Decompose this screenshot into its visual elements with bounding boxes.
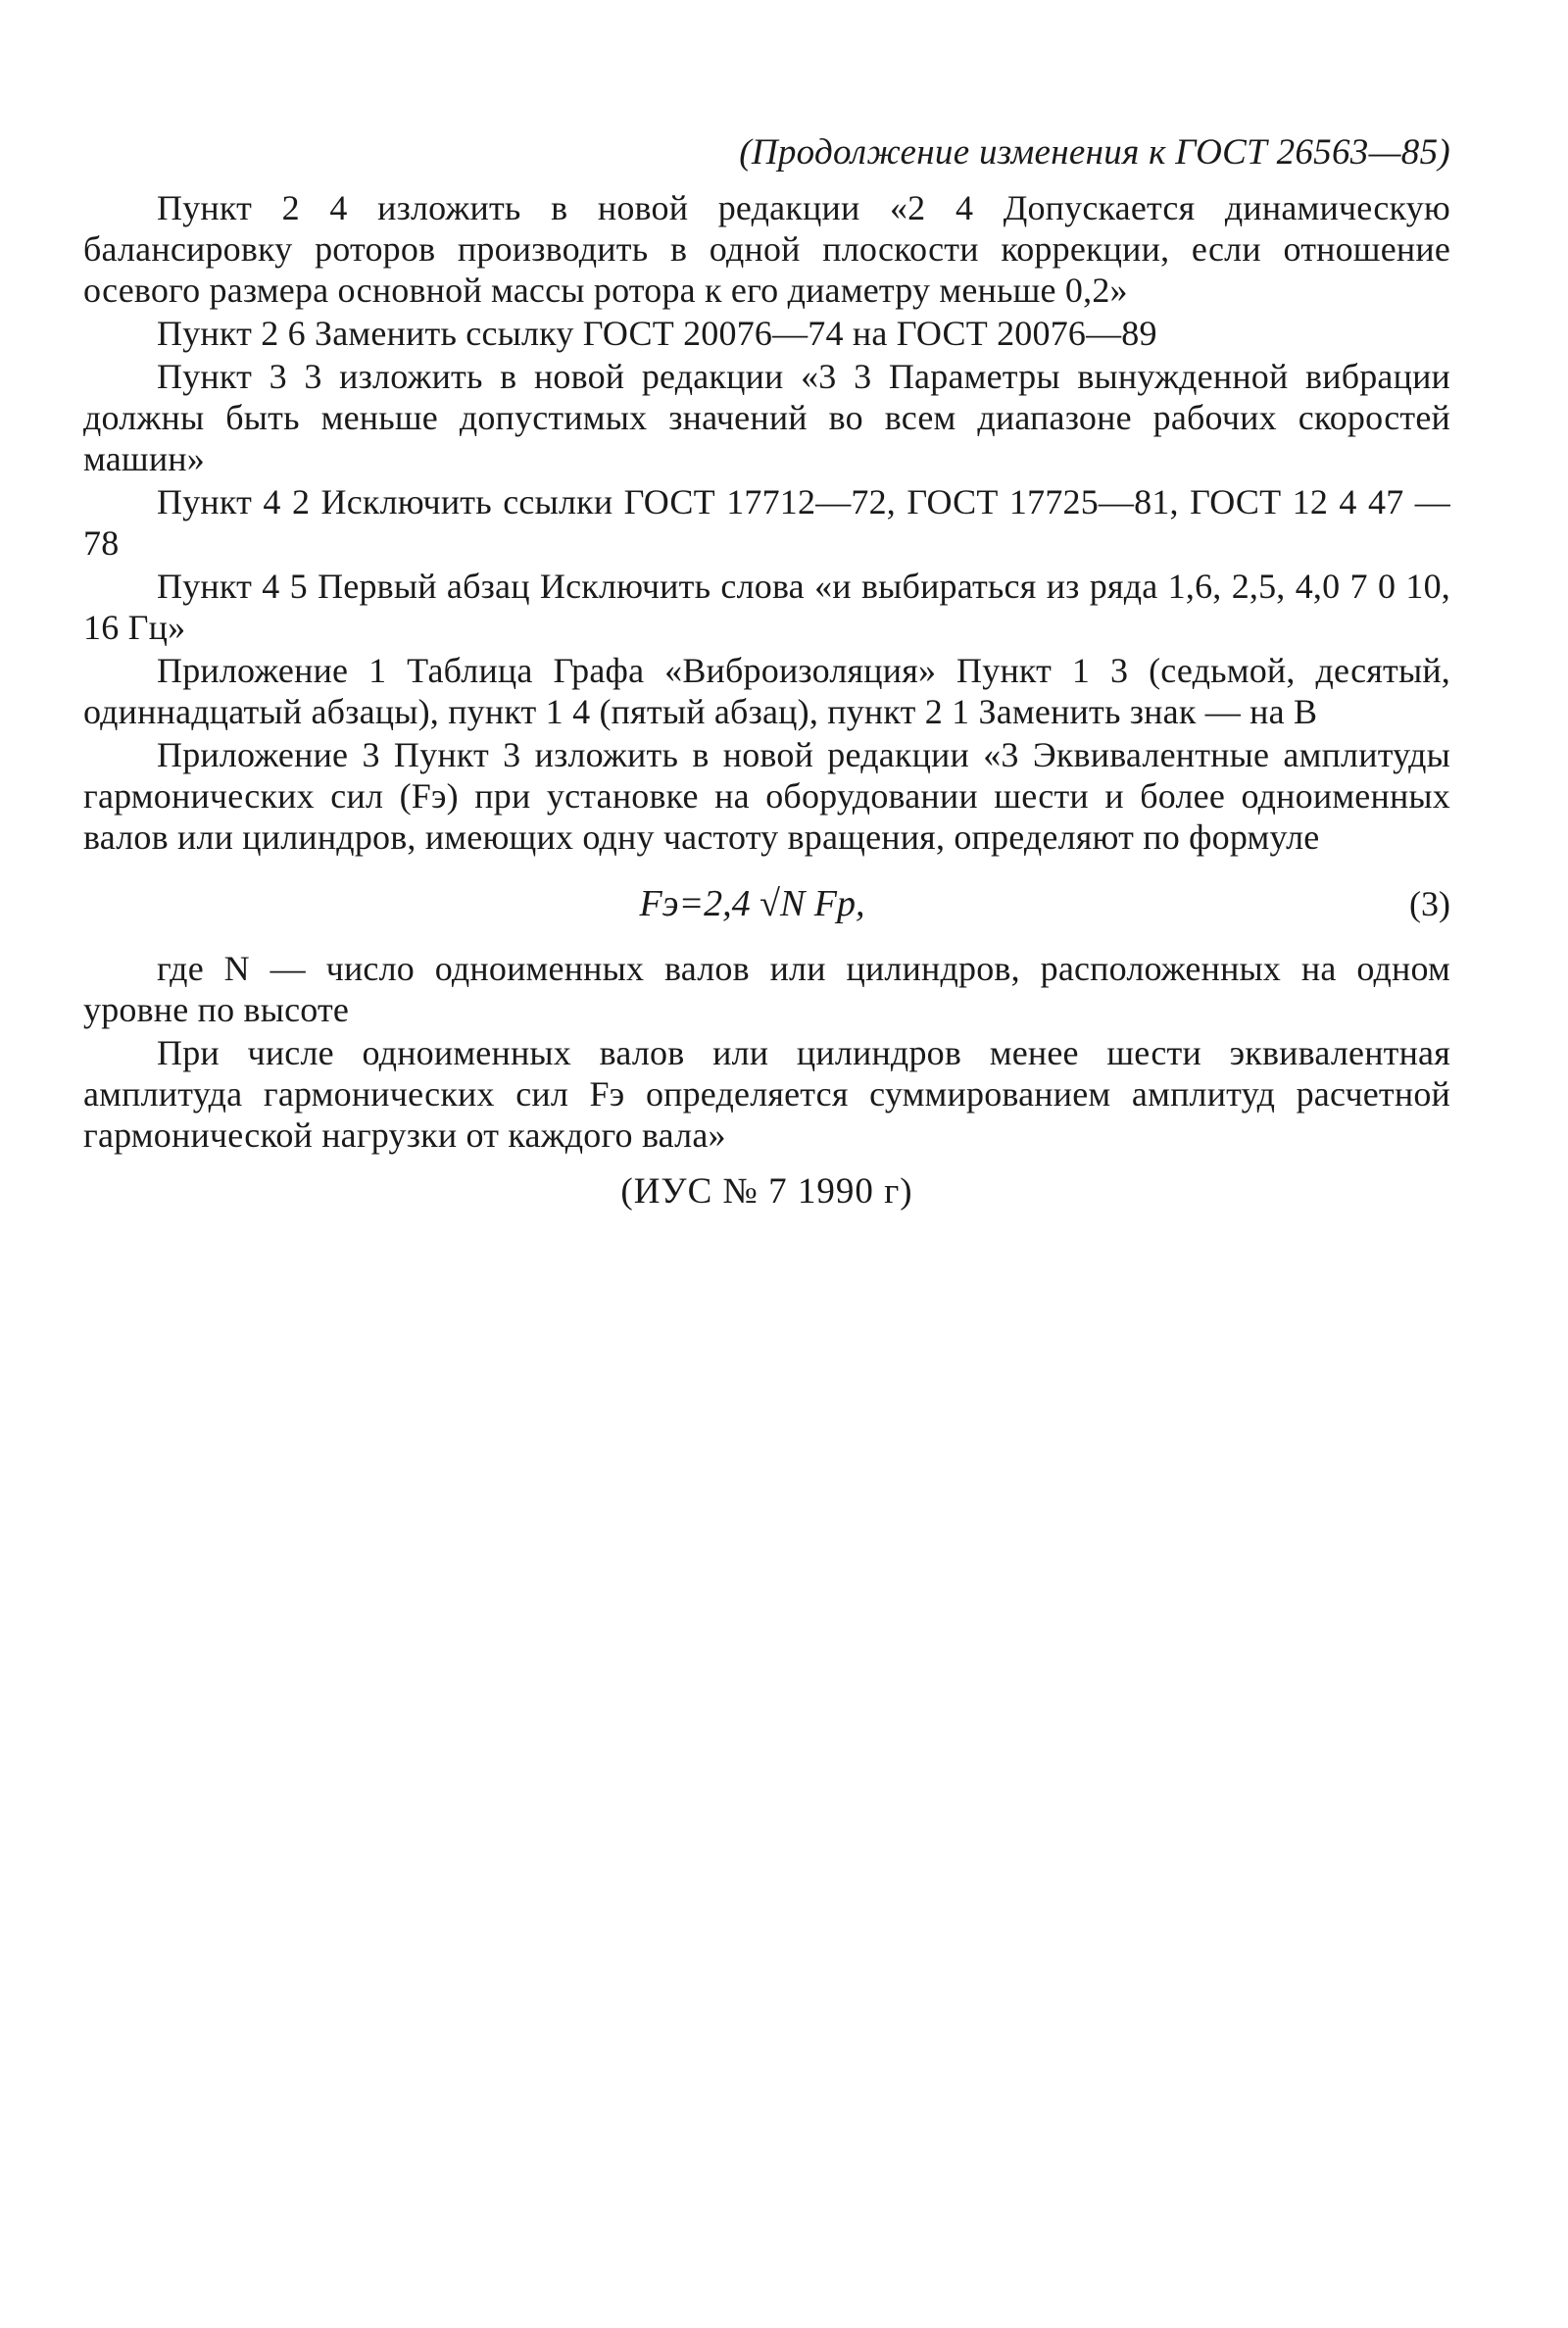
formula-3: [83, 871, 1450, 938]
paragraph-appendix-3: Приложение 3 Пункт 3 изложить в новой редакции «3 Эквивалентные амплитуды гармонических сил (Fэ) при установке на оборудовании шести и более одноименных валов или цилиндров, имеющих одну частоту вращения, определяют по формуле: [83, 735, 1450, 857]
document-page: [83, 132, 1450, 1213]
formula-number: (3): [1409, 884, 1450, 923]
paragraph-appendix-1: Приложение 1 Таблица Графа «Виброизоляция» Пункт 1 3 (седьмой, десятый, одиннадцатый абзацы), пункт 1 4 (пятый абзац), пункт 2 1 Заменить знак — на В: [83, 651, 1450, 731]
paragraph-4-2: Пункт 4 2 Исключить ссылки ГОСТ 17712—72, ГОСТ 17725—81, ГОСТ 12 4 47 —78: [83, 482, 1450, 563]
continuation-header: (Продолжение изменения к ГОСТ 26563—85): [739, 132, 1450, 173]
paragraph-where-n: где N — число одноименных валов или цилиндров, расположенных на одном уровне по высоте: [83, 949, 1450, 1029]
ius-reference: (ИУС № 7 1990 г): [620, 1171, 913, 1212]
paragraph-3-3: Пункт 3 3 изложить в новой редакции «3 3 Параметры вынужденной вибрации должны быть меньше допустимых значений во всем диапазоне рабочих скоростей машин»: [83, 357, 1450, 478]
paragraph-2-6: Пункт 2 6 Заменить ссылку ГОСТ 20076—74 на ГОСТ 20076—89: [157, 314, 1157, 353]
formula-expression: Fэ=2,4 √N Fр,: [639, 883, 865, 924]
paragraph-4-5: Пункт 4 5 Первый абзац Исключить слова «и выбираться из ряда 1,6, 2,5, 4,0 7 0 10, 16 Гц»: [83, 567, 1450, 647]
paragraph-2-4: Пункт 2 4 изложить в новой редакции «2 4 Допускается динамическую балансировку роторов производить в одной плоскости коррекции, если отношение осевого размера основной массы ротора к его диаметру меньше 0,2»: [83, 188, 1450, 310]
paragraph-fewer-shafts: При числе одноименных валов или цилиндров менее шести эквивалентная амплитуда гармонических сил Fэ определяется суммированием амплитуд расчетной гармонической нагрузки от каждого вала»: [83, 1033, 1450, 1155]
